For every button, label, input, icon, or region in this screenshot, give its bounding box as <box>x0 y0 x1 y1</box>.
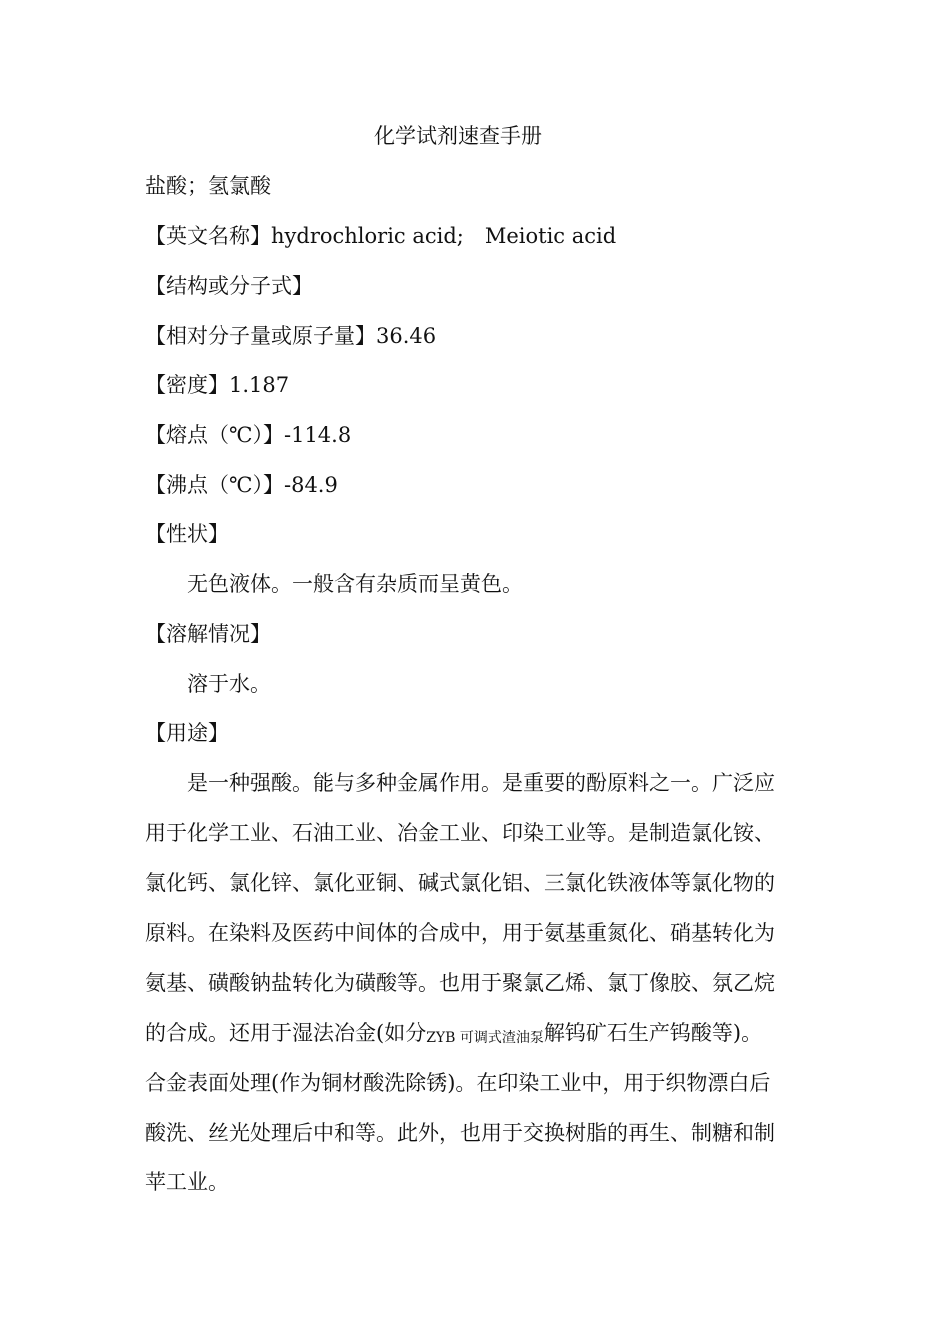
uses-line: 原料。在染料及医药中间体的合成中，用于氨基重氮化、硝基转化为 <box>145 921 775 945</box>
density-field: 【密度】1.187 <box>145 373 290 397</box>
uses-line: 用于化学工业、石油工业、冶金工业、印染工业等。是制造氯化铵、 <box>145 821 775 845</box>
uses-line: 苹工业。 <box>145 1170 229 1194</box>
uses-heading: 【用途】 <box>145 721 229 745</box>
english-name-field: 【英文名称】hydrochloric acid; Meiotic acid <box>145 224 617 248</box>
solubility-heading: 【溶解情况】 <box>145 622 271 646</box>
properties-text: 无色液体。一般含有杂质而呈黄色。 <box>187 572 523 596</box>
chemical-name: 盐酸；氢氯酸 <box>145 174 271 198</box>
uses-line-part: 解钨矿石生产钨酸等)。 <box>543 1021 763 1045</box>
properties-heading: 【性状】 <box>145 522 229 546</box>
molecular-weight-field: 【相对分子量或原子量】36.46 <box>145 324 437 348</box>
solubility-text: 溶于水。 <box>187 672 271 696</box>
melting-point-field: 【熔点（℃）】-114.8 <box>145 423 352 447</box>
formula-field: 【结构或分子式】 <box>145 274 313 298</box>
uses-line-part: 的合成。还用于湿法冶金(如分 <box>145 1021 427 1045</box>
uses-line: 是一种强酸。能与多种金属作用。是重要的酚原料之一。广泛应 <box>187 771 775 795</box>
page-title: 化学试剂速查手册 <box>374 124 542 148</box>
uses-line: 合金表面处理(作为铜材酸洗除锈)。在印染工业中，用于织物漂白后 <box>145 1071 771 1095</box>
uses-line: 氯化钙、氯化锌、氯化亚铜、碱式氯化铝、三氯化铁液体等氯化物的 <box>145 871 775 895</box>
uses-line: 氨基、磺酸钠盐转化为磺酸等。也用于聚氯乙烯、氯丁像胶、氛乙烷 <box>145 971 775 995</box>
inline-small-text: ZYB 可调式渣油泵 <box>426 1030 544 1046</box>
boiling-point-field: 【沸点（℃）】-84.9 <box>145 473 338 497</box>
uses-line <box>145 1018 762 1051</box>
uses-line: 酸洗、丝光处理后中和等。此外，也用于交换树脂的再生、制糖和制 <box>145 1121 775 1145</box>
